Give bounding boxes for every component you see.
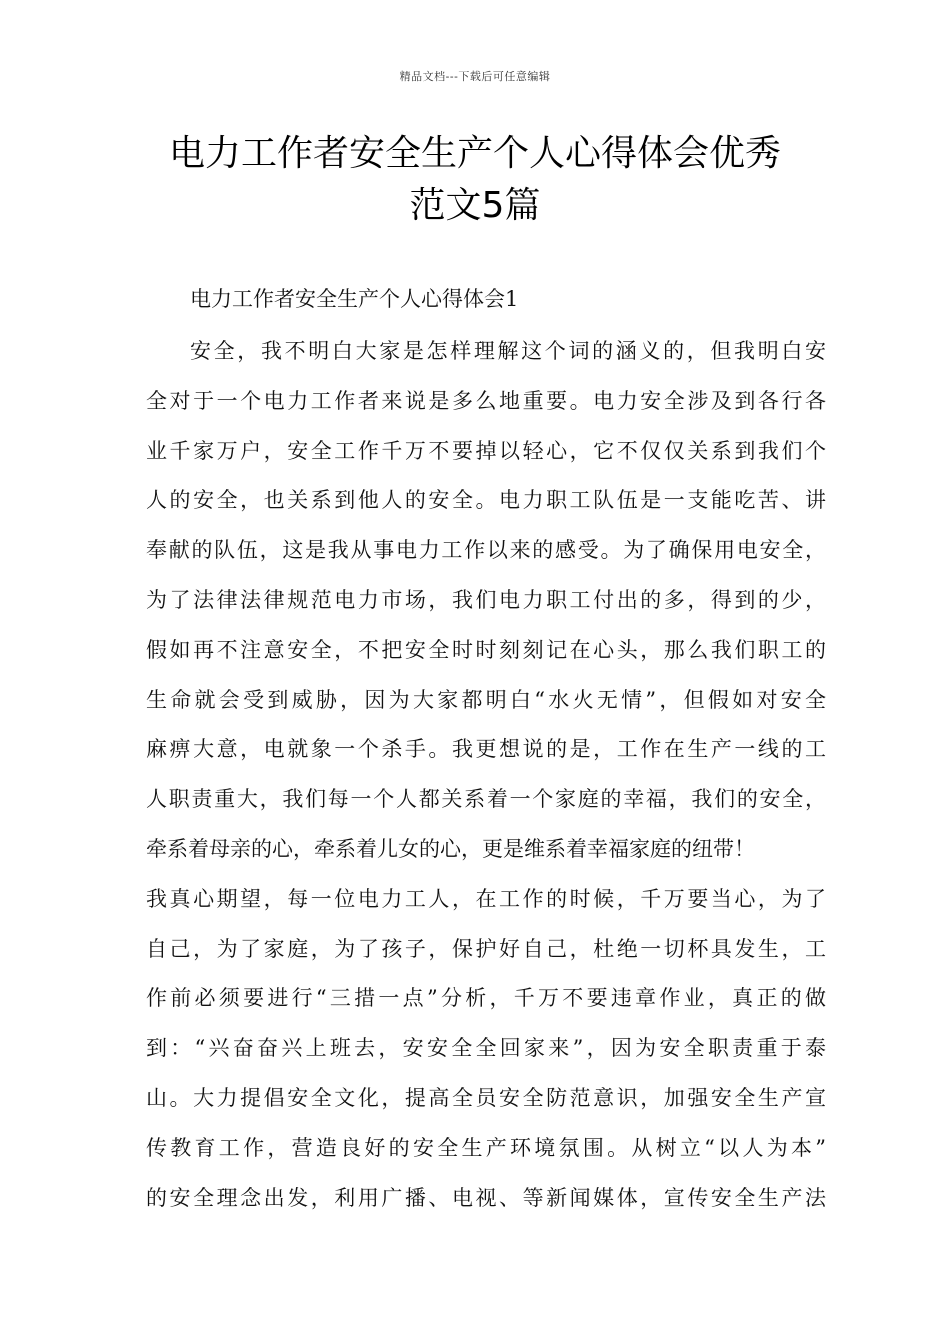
body-line: 传教育工作，营造良好的安全生产环境氛围。从树立“以人为本”: [146, 1135, 826, 1160]
body-line: 奉献的队伍，这是我从事电力工作以来的感受。为了确保用电安全，: [146, 538, 826, 563]
document-title-line-2: 范文5篇: [409, 185, 541, 226]
header-note: 精品文档---下载后可任意编辑: [399, 70, 551, 83]
document-title-line-1: 电力工作者安全生产个人心得体会优秀: [168, 133, 781, 174]
body-line: 自己，为了家庭，为了孩子，保护好自己，杜绝一切杯具发生，工: [146, 936, 826, 961]
body-line: 到：“兴奋奋兴上班去，安安全全回家来”，因为安全职责重于泰: [146, 1036, 826, 1061]
body-line: 假如再不注意安全，不把安全时时刻刻记在心头，那么我们职工的: [146, 637, 826, 662]
body-line: 安全，我不明白大家是怎样理解这个词的涵义的，但我明白安: [190, 339, 826, 363]
body-line: 业千家万户，安全工作千万不要掉以轻心，它不仅仅关系到我们个: [146, 438, 826, 463]
document-title: [100, 128, 850, 232]
body-line: 山。大力提倡安全文化，提高全员安全防范意识，加强安全生产宣: [146, 1085, 826, 1110]
body-line: 的安全理念出发，利用广播、电视、等新闻媒体，宣传安全生产法: [146, 1185, 826, 1210]
body-line: 我真心期望，每一位电力工人，在工作的时候，千万要当心，为了: [146, 886, 826, 911]
body-line: 全对于一个电力工作者来说是多么地重要。电力安全涉及到各行各: [146, 388, 826, 413]
body-line: 人职责重大，我们每一个人都关系着一个家庭的幸福，我们的安全，: [146, 787, 826, 812]
body-line: 人的安全，也关系到他人的安全。电力职工队伍是一支能吃苦、讲: [146, 488, 826, 513]
section-heading: 电力工作者安全生产个人心得体会1: [190, 287, 519, 311]
body-line: 牵系着母亲的心，牵系着儿女的心，更是维系着幸福家庭的纽带！: [146, 836, 755, 861]
body-text: [146, 334, 826, 1230]
body-line: 作前必须要进行“三措一点”分析，千万不要违章作业，真正的做: [146, 986, 826, 1011]
body-line: 为了法律法律规范电力市场，我们电力职工付出的多，得到的少，: [146, 587, 826, 612]
body-line: 麻痹大意，电就象一个杀手。我更想说的是，工作在生产一线的工: [146, 737, 826, 762]
body-line: 生命就会受到威胁，因为大家都明白“水火无情”，但假如对安全: [146, 687, 826, 712]
